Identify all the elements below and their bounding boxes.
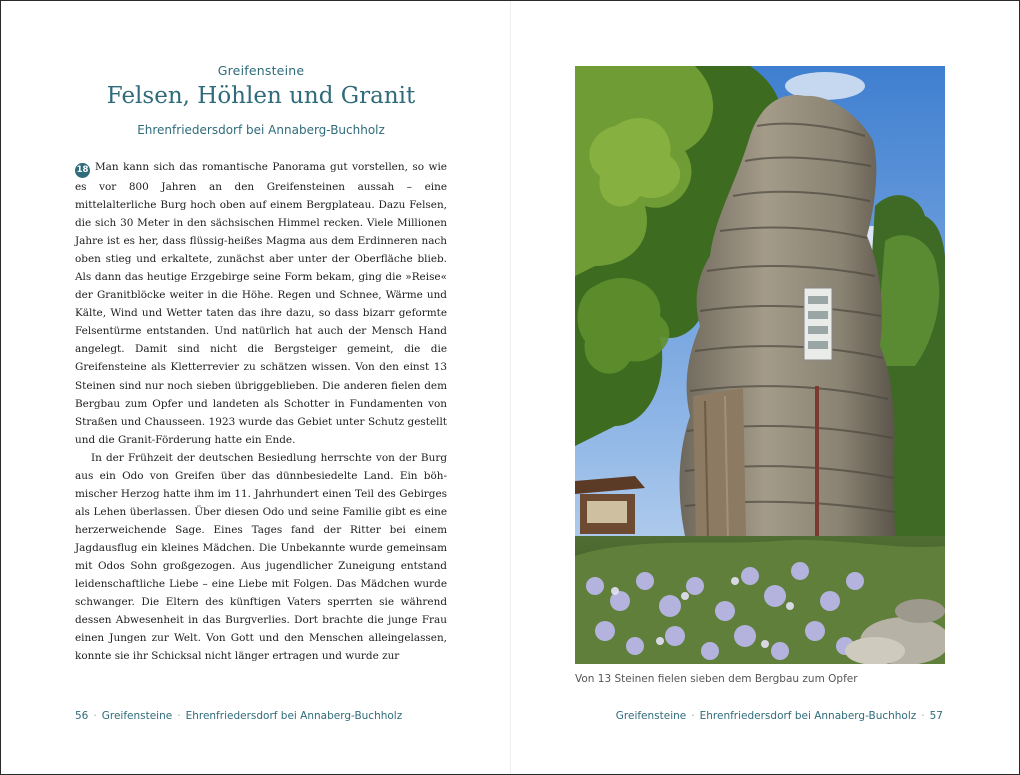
page-title: Felsen, Höhlen und Granit: [106, 83, 416, 109]
photo-caption: Von 13 Steinen fielen sieben dem Bergbau zum Opfer: [575, 673, 858, 685]
location-marker-badge: 18: [75, 163, 90, 178]
footer-section-left: Greifensteine: [101, 710, 173, 722]
paragraph-2: In der Frühzeit der deutschen Besiedlung herrschte von der Burg aus ein Odo von Greifen über das dünnbesiedelte Land. Ein böhmischer Herzog hatte ihm im 11. Jahrhundert einen Teil des Gebirges als Lehen überlassen. Über diesen Odo und seine Familie gibt es eine herzerweichende Sage. Eines Tages fand der Ritter bei einem Jagdausflug ein kleines Mädchen. Die Unbekannte wurde gemeinsam mit Odos Sohn großgezogen. Aus jugendlicher Zuneigung entstand leidenschaftliche Liebe – eine Liebe mit Folgen. Das Mädchen wurde schwanger. Die Eltern des künftigen Vaters sperrten sie während dessen Abwesenheit in das Burgverlies. Dort brachte die junge Frau einen Jungen zur Welt. Von Gott und den Menschen alleingelassen, konnte sie ihr Schicksal nicht länger ertragen und wurde zur: [75, 451, 447, 663]
footer-section-right: Greifensteine: [615, 710, 687, 722]
right-page: [511, 1, 1019, 774]
rock-tower-photo: [575, 66, 945, 664]
footer-separator: ·: [921, 710, 925, 722]
paragraph-1: [75, 158, 447, 449]
section-kicker: Greifensteine: [217, 63, 305, 78]
footer-separator: ·: [177, 710, 181, 722]
page-number-left: 56: [75, 710, 89, 722]
footer-separator: ·: [691, 710, 695, 722]
body-text: [75, 158, 447, 665]
page-subtitle: Ehrenfriedersdorf bei Annaberg-Buchholz: [137, 123, 385, 137]
left-page: [1, 1, 510, 774]
footer-right: [543, 710, 943, 722]
paragraph-1-text: Man kann sich das romantische Panorama gut vorstellen, so wie es vor 800 Jahren an den Greifensteinen aussah – eine mittelalterliche Burg hoch oben auf einem Bergplateau. Dazu Felsen, die sich 30 Meter in den sächsischen Himmel recken. Viele Millionen Jahre ist es her, dass flüssig-heißes Magma aus dem Erdinneren nach oben stieg und erkaltete, zunächst aber unter der Oberfläche blieb. Als dann das heutige Erzgebirge seine Form bekam, ging die »Reise« der Granitblöcke weiter in die Höhe. Regen und Schnee, Wärme und Kälte, Wind und Wetter taten das ihre dazu, so dass bizarr geformte Felsentürme entstanden. Und natürlich hat auch der Mensch Hand angelegt. Damit sind nicht die Bergsteiger gemeint, die die Greifensteine als Kletterrevier zu schätzen wissen. Von den einst 13 Steinen sind nur noch sieben übriggeblieben. Die anderen fielen dem Bergbau zum Opfer und landeten als Schotter in Fundamenten von Straßen und Chausseen. 1923 wurde das Gebiet unter Schutz gestellt und die Granit-Förderung hatte ein Ende.: [75, 161, 447, 446]
footer-location-left: Ehrenfriedersdorf bei Annaberg-Buchholz: [185, 710, 403, 722]
footer-separator: ·: [93, 710, 97, 722]
footer-left: [75, 710, 455, 722]
footer-location-right: Ehrenfriedersdorf bei Annaberg-Buchholz: [699, 710, 917, 722]
page-number-right: 57: [929, 710, 943, 722]
